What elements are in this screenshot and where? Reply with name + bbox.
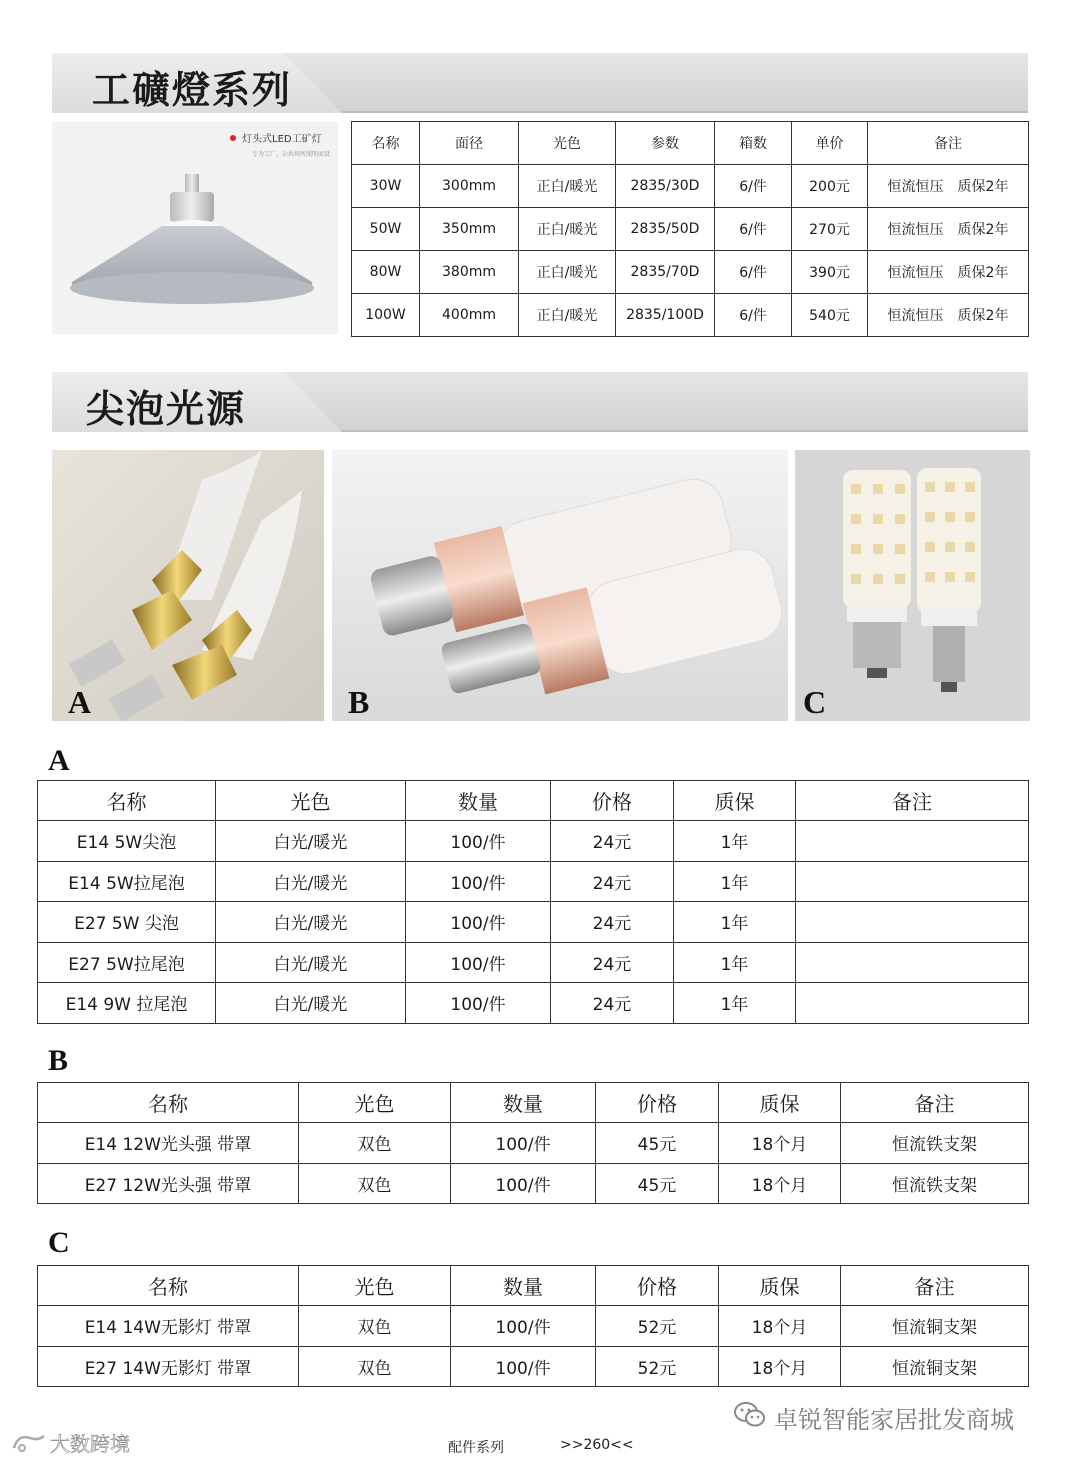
table-row: 50W 350mm 正白/暖光 2835/50D 6/件 270元 恒流恒压 质保2年: [352, 208, 1029, 251]
photo-label-b: B: [348, 684, 370, 720]
header-params: 参数: [616, 122, 715, 165]
section-title: 尖泡光源: [86, 386, 247, 431]
header-diameter: 面径: [420, 122, 519, 165]
header-name: 名称: [352, 122, 420, 165]
photo-subcaption: 专为工厂、公共场所照明而设: [252, 151, 331, 158]
photo-caption: 灯头式LED工矿灯: [242, 134, 322, 145]
mining-lamp-photo: [52, 122, 338, 334]
footer-page-number: >>260<<: [560, 1437, 634, 1453]
table-b-label: B: [48, 1044, 69, 1077]
bulb-photo-b: [332, 450, 788, 721]
table-row: E14 14W无影灯 带罩 双色 100/件 52元 18个月 恒流铜支架: [38, 1306, 1029, 1347]
table-row: E14 5W拉尾泡 白光/暖光 100/件 24元 1年: [38, 861, 1029, 902]
table-row: 80W 380mm 正白/暖光 2835/70D 6/件 390元 恒流恒压 质保2年: [352, 251, 1029, 294]
photo-label-c: C: [803, 684, 827, 720]
table-row: E27 5W 尖泡 白光/暖光 100/件 24元 1年: [38, 902, 1029, 943]
table-c-label: C: [48, 1226, 70, 1259]
table-row: 100W 400mm 正白/暖光 2835/100D 6/件 540元 恒流恒压 质保2年: [352, 294, 1029, 337]
table-row: E14 12W光头强 带罩 双色 100/件 45元 18个月 恒流铁支架: [38, 1123, 1029, 1164]
header-light-color: 光色: [519, 122, 616, 165]
wechat-watermark: 卓锐智能家居批发商城: [774, 1406, 1014, 1434]
table-header-row: 名称 光色 数量 价格 质保 备注: [38, 781, 1029, 821]
footer-series: 配件系列: [448, 1440, 504, 1456]
header-box-qty: 箱数: [715, 122, 792, 165]
table-header-row: 名称 光色 数量 价格 质保 备注: [38, 1083, 1029, 1123]
table-row: E27 12W光头强 带罩 双色 100/件 45元 18个月 恒流铁支架: [38, 1163, 1029, 1204]
section-banner-mining-lamps: [52, 53, 1028, 113]
table-a-label: A: [48, 744, 70, 777]
table-c: [37, 1265, 1029, 1387]
table-a: [37, 780, 1029, 1024]
mining-lamp-table: [351, 121, 1029, 337]
table-row: E14 5W尖泡 白光/暖光 100/件 24元 1年: [38, 821, 1029, 862]
table-header-row: 名称 光色 数量 价格 质保 备注: [38, 1266, 1029, 1306]
bulb-photo-a: [52, 450, 324, 721]
wechat-icon: [734, 1400, 766, 1430]
table-b: [37, 1082, 1029, 1204]
bulb-photo-c: [795, 450, 1030, 721]
photo-label-a: A: [68, 684, 92, 720]
corner-watermark: 大数跨境: [50, 1432, 130, 1456]
header-notes: 备注: [868, 122, 1029, 165]
table-header-row: [352, 122, 1029, 165]
corner-logo-icon: [10, 1430, 50, 1456]
table-row: E27 5W拉尾泡 白光/暖光 100/件 24元 1年: [38, 942, 1029, 983]
section-banner-candle-bulbs: [52, 372, 1028, 432]
table-row: 30W 300mm 正白/暖光 2835/30D 6/件 200元 恒流恒压 质保2年: [352, 165, 1029, 208]
table-row: E27 14W无影灯 带罩 双色 100/件 52元 18个月 恒流铜支架: [38, 1346, 1029, 1387]
table-row: E14 9W 拉尾泡 白光/暖光 100/件 24元 1年: [38, 983, 1029, 1024]
header-unit-price: 单价: [792, 122, 868, 165]
section-title: 工礦燈系列: [92, 67, 293, 112]
